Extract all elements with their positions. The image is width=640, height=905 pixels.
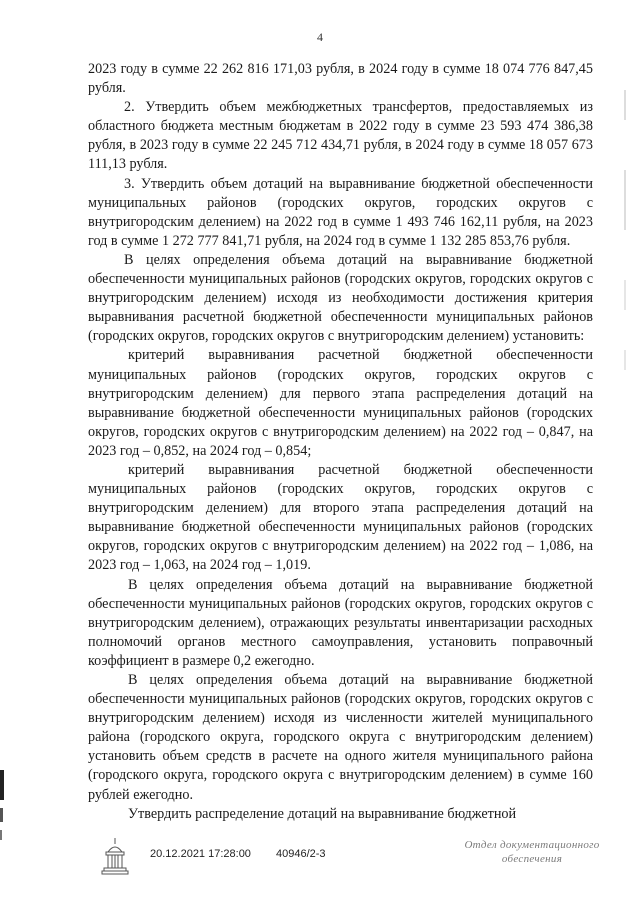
footer-timestamp: 20.12.2021 17:28:00 — [150, 848, 251, 860]
paragraph-per-capita-amount: В целях определения объема дотаций на выравнивание бюджетной обеспеченности муниципальных районов (городских округов, городских округов с внутригородским делением) исходя из численности жителей муниципального района (городского округа, городского округа с внутригородским делением) установить объем средств в расчете на одного жителя муниципального района (городского округа, городского округа с внутригородским делением) в сумме 160 рублей ежегодно. — [88, 672, 593, 803]
paragraph-criteria-intro: В целях определения объема дотаций на выравнивание бюджетной обеспеченности муниципальных районов (городских округов, городских округов с внутригородским делением) исходя из необходимости достижения критерия выравнивания расчетной бюджетной обеспеченности муниципальных районов (городских округов, городских округов с внутригородским делением) установить: — [88, 251, 593, 345]
scan-artifact-ticks — [622, 80, 628, 380]
paragraph-criterion-second-stage: критерий выравнивания расчетной бюджетной обеспеченности муниципальных районов (городских округов, городских округов с внутригородским делением) для второго этапа распределения дотаций на выравнивание бюджетной обеспеченности муниципальных районов (городских округов, городских округов с внутригородским делением) на 2022 год – 1,086, на 2023 год – 1,063, на 2024 год – 1,019. — [88, 461, 593, 574]
footer-doc-id: 40946/2-3 — [276, 848, 326, 860]
stamp-line-1: Отдел документационного — [464, 839, 600, 851]
building-emblem-icon — [100, 834, 130, 882]
page-number: 4 — [317, 30, 323, 44]
paragraph-correction-coefficient: В целях определения объема дотаций на выравнивание бюджетной обеспеченности муниципальных районов (городских округов, городских округов с внутригородским делением), отражающих результаты инвентаризации расходных полномочий органов местного самоуправления, установить поправочный коэффициент в размере 0,2 ежегодно. — [88, 576, 593, 669]
paragraph-criterion-first-stage: критерий выравнивания расчетной бюджетной обеспеченности муниципальных районов (городских округов, городских округов с внутригородским делением) для первого этапа распределения дотаций на выравнивание бюджетной обеспеченности муниципальных районов (городских округов, городских округов с внутригородским делением) на 2022 год – 0,847, на 2023 год – 0,852, на 2024 год – 0,854; — [88, 347, 593, 459]
scan-artifact — [0, 808, 3, 822]
scan-artifact — [0, 830, 2, 840]
stamp-line-2: обеспечения — [501, 853, 563, 865]
paragraph-item-2: 2. Утвердить объем межбюджетных трансфертов, предоставляемых из областного бюджета местным бюджетам в 2022 году в сумме 23 593 474 386,38 рубля, в 2023 году в сумме 22 245 712 434,71 рубля, в 2024 году в сумме 18 057 673 111,13 рубля. — [88, 99, 593, 173]
footer-metadata — [150, 848, 348, 860]
document-body — [88, 60, 593, 824]
department-stamp — [452, 838, 612, 866]
paragraph-item-3: 3. Утвердить объем дотаций на выравнивание бюджетной обеспеченности муниципальных районов (городских округов, городских округов с внутригородским делением) на 2022 год в сумме 1 493 746 162,11 рубля, на 2023 год в сумме 1 272 777 841,71 рубля, на 2024 год в сумме 1 132 285 853,76 рубля. — [88, 175, 593, 249]
paragraph-distribution-start: Утвердить распределение дотаций на выравнивание бюджетной — [128, 805, 517, 822]
scan-artifact — [0, 770, 4, 800]
paragraph-continuation: 2023 году в сумме 22 262 816 171,03 рубля, в 2024 году в сумме 18 074 776 847,45 рубля. — [88, 61, 593, 97]
